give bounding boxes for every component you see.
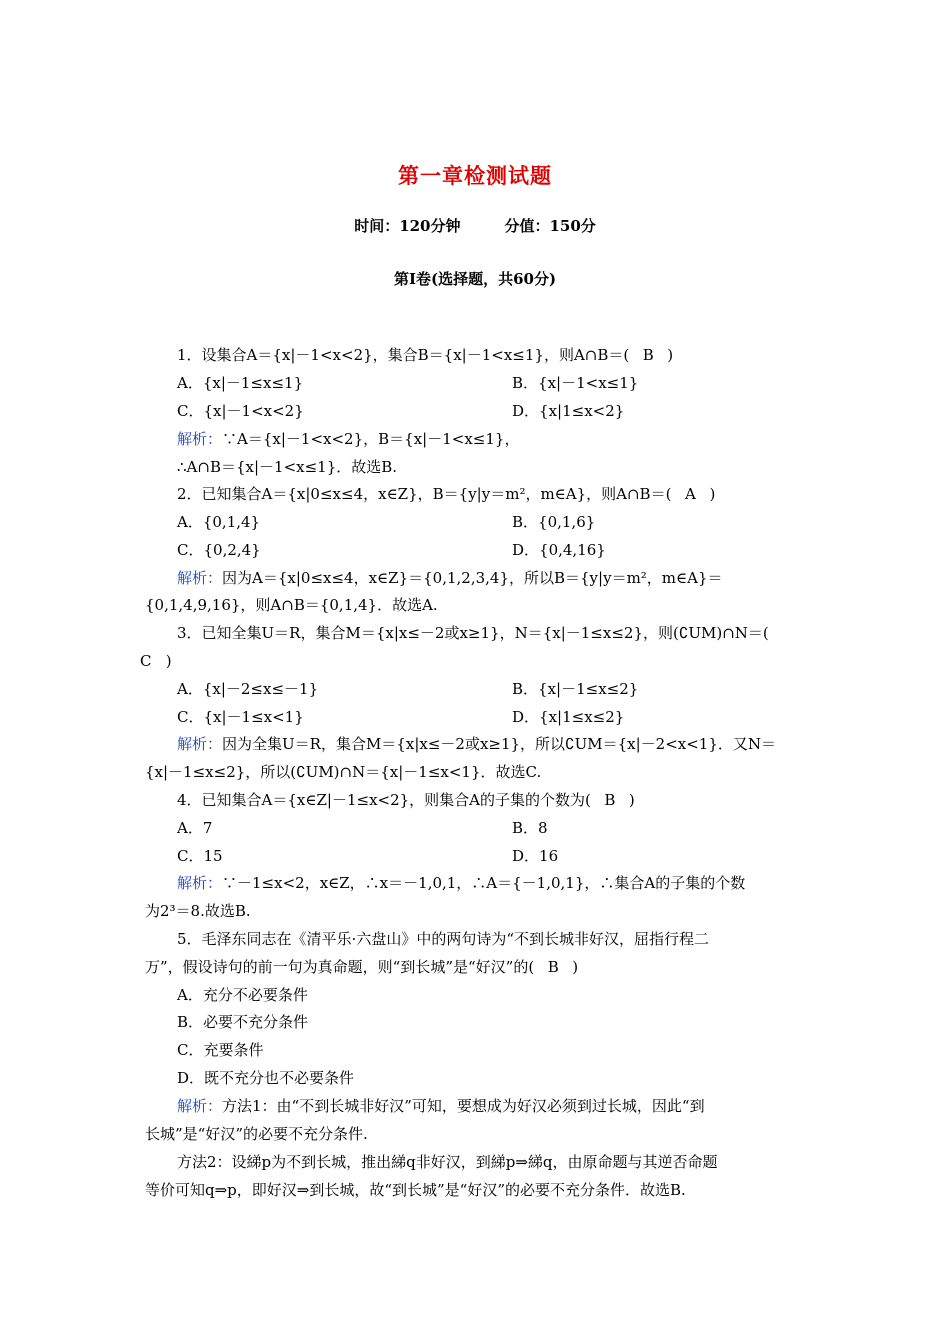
- question-3-stem-cont: C ): [140, 652, 172, 670]
- question-4-option-a: A．7: [177, 819, 213, 837]
- question-1-analysis-cont: ∴A∩B＝{x|－1<x≤1}．故选B.: [177, 458, 398, 476]
- question-4-option-c: C．15: [177, 847, 223, 865]
- exam-info: [0, 215, 950, 236]
- document-title: 第一章检测试题: [398, 163, 552, 188]
- question-5-answer: B: [547, 958, 559, 976]
- question-5-stem-cont: 万”，假设诗句的前一句为真命题，则“到长城”是“好汉”的( B ): [145, 958, 579, 976]
- question-1-answer: B: [642, 346, 654, 364]
- question-1-option-a: A．{x|－1≤x≤1}: [177, 374, 304, 392]
- question-5-option-a: A．充分不必要条件: [177, 986, 308, 1004]
- question-2-option-a: A．{0,1,4}: [177, 513, 261, 531]
- analysis-label: 解析：: [177, 430, 223, 448]
- question-3-stem: 3．已知全集U＝R，集合M＝{x|x≤－2或x≥1}，N＝{x|－1≤x≤2}，则(∁UM)∩N＝(: [177, 624, 769, 642]
- question-5-analysis: 解析：方法1：由“不到长城非好汉”可知，要想成为好汉必须到过长城，因此“到: [177, 1097, 705, 1115]
- question-2-answer: A: [685, 485, 696, 503]
- question-2-option-b: B．{0,1,6}: [512, 513, 596, 531]
- question-5-stem: 5．毛泽东同志在《清平乐·六盘山》中的两句诗为“不到长城非好汉，屈指行程二: [177, 930, 709, 948]
- question-5-method-2: 方法2：设綈p为不到长城，推出綈q非好汉，到綈p⇒綈q，由原命题与其逆否命题: [177, 1153, 718, 1171]
- question-4-analysis-cont: 为2³＝8.故选B.: [145, 902, 251, 920]
- question-1-stem: 1．设集合A＝{x|－1<x<2}，集合B＝{x|－1<x≤1}，则A∩B＝( B ): [177, 346, 674, 364]
- question-2-option-d: D．{0,4,16}: [512, 541, 606, 559]
- question-5-option-d: D．既不充分也不必要条件: [177, 1069, 355, 1087]
- question-5-analysis-cont: 长城”是“好汉”的必要不充分条件.: [145, 1125, 368, 1143]
- question-2-analysis: 解析：因为A＝{x|0≤x≤4，x∈Z}＝{0,1,2,3,4}，所以B＝{y|y＝m²，m∈A}＝: [177, 569, 723, 587]
- question-2-stem: 2．已知集合A＝{x|0≤x≤4，x∈Z}，B＝{y|y＝m²，m∈A}，则A∩B＝( A ): [177, 485, 716, 503]
- analysis-label: 解析：: [177, 1097, 223, 1115]
- total-score: 分值：150分: [504, 217, 596, 235]
- question-2-option-c: C．{0,2,4}: [177, 541, 261, 559]
- question-5-option-b: B．必要不充分条件: [177, 1013, 309, 1031]
- question-1-analysis: 解析：∵A＝{x|－1<x<2}，B＝{x|－1<x≤1}，: [177, 430, 520, 448]
- question-4-option-b: B．8: [512, 819, 548, 837]
- question-2-analysis-cont: {0,1,4,9,16}，则A∩B＝{0,1,4}．故选A.: [145, 596, 438, 614]
- question-4-option-d: D．16: [512, 847, 559, 865]
- question-5-option-c: C．充要条件: [177, 1041, 264, 1059]
- section-heading: 第Ⅰ卷(选择题，共60分): [393, 270, 557, 288]
- question-3-analysis: 解析：因为全集U＝R，集合M＝{x|x≤－2或x≥1}，所以∁UM＝{x|－2<x<1}．又N＝: [177, 735, 777, 753]
- question-4-stem: 4．已知集合A＝{x∈Z|－1≤x<2}，则集合A的子集的个数为( B ): [177, 791, 635, 809]
- question-4-answer: B: [604, 791, 616, 809]
- time-limit: 时间：120分钟: [354, 217, 461, 235]
- analysis-label: 解析：: [177, 735, 223, 753]
- question-5-method-2-cont: 等价可知q⇒p，即好汉⇒到长城，故“到长城”是“好汉”的必要不充分条件．故选B.: [145, 1181, 686, 1199]
- question-1-option-c: C．{x|－1<x<2}: [177, 402, 304, 420]
- question-3-answer: C: [140, 652, 152, 670]
- question-1-option-d: D．{x|1≤x<2}: [512, 402, 625, 420]
- question-1-option-b: B．{x|－1<x≤1}: [512, 374, 639, 392]
- question-4-analysis: 解析：∵－1≤x<2，x∈Z，∴x＝－1,0,1，∴A＝{－1,0,1}，∴集合A的子集的个数: [177, 874, 746, 892]
- question-3-option-d: D．{x|1≤x≤2}: [512, 708, 625, 726]
- question-3-analysis-cont: {x|－1≤x≤2}，所以(∁UM)∩N＝{x|－1≤x<1}．故选C.: [145, 763, 542, 781]
- question-3-option-b: B．{x|－1≤x≤2}: [512, 680, 639, 698]
- question-3-option-c: C．{x|－1≤x<1}: [177, 708, 304, 726]
- analysis-label: 解析：: [177, 874, 223, 892]
- question-3-option-a: A．{x|－2≤x≤－1}: [177, 680, 319, 698]
- analysis-label: 解析：: [177, 569, 223, 587]
